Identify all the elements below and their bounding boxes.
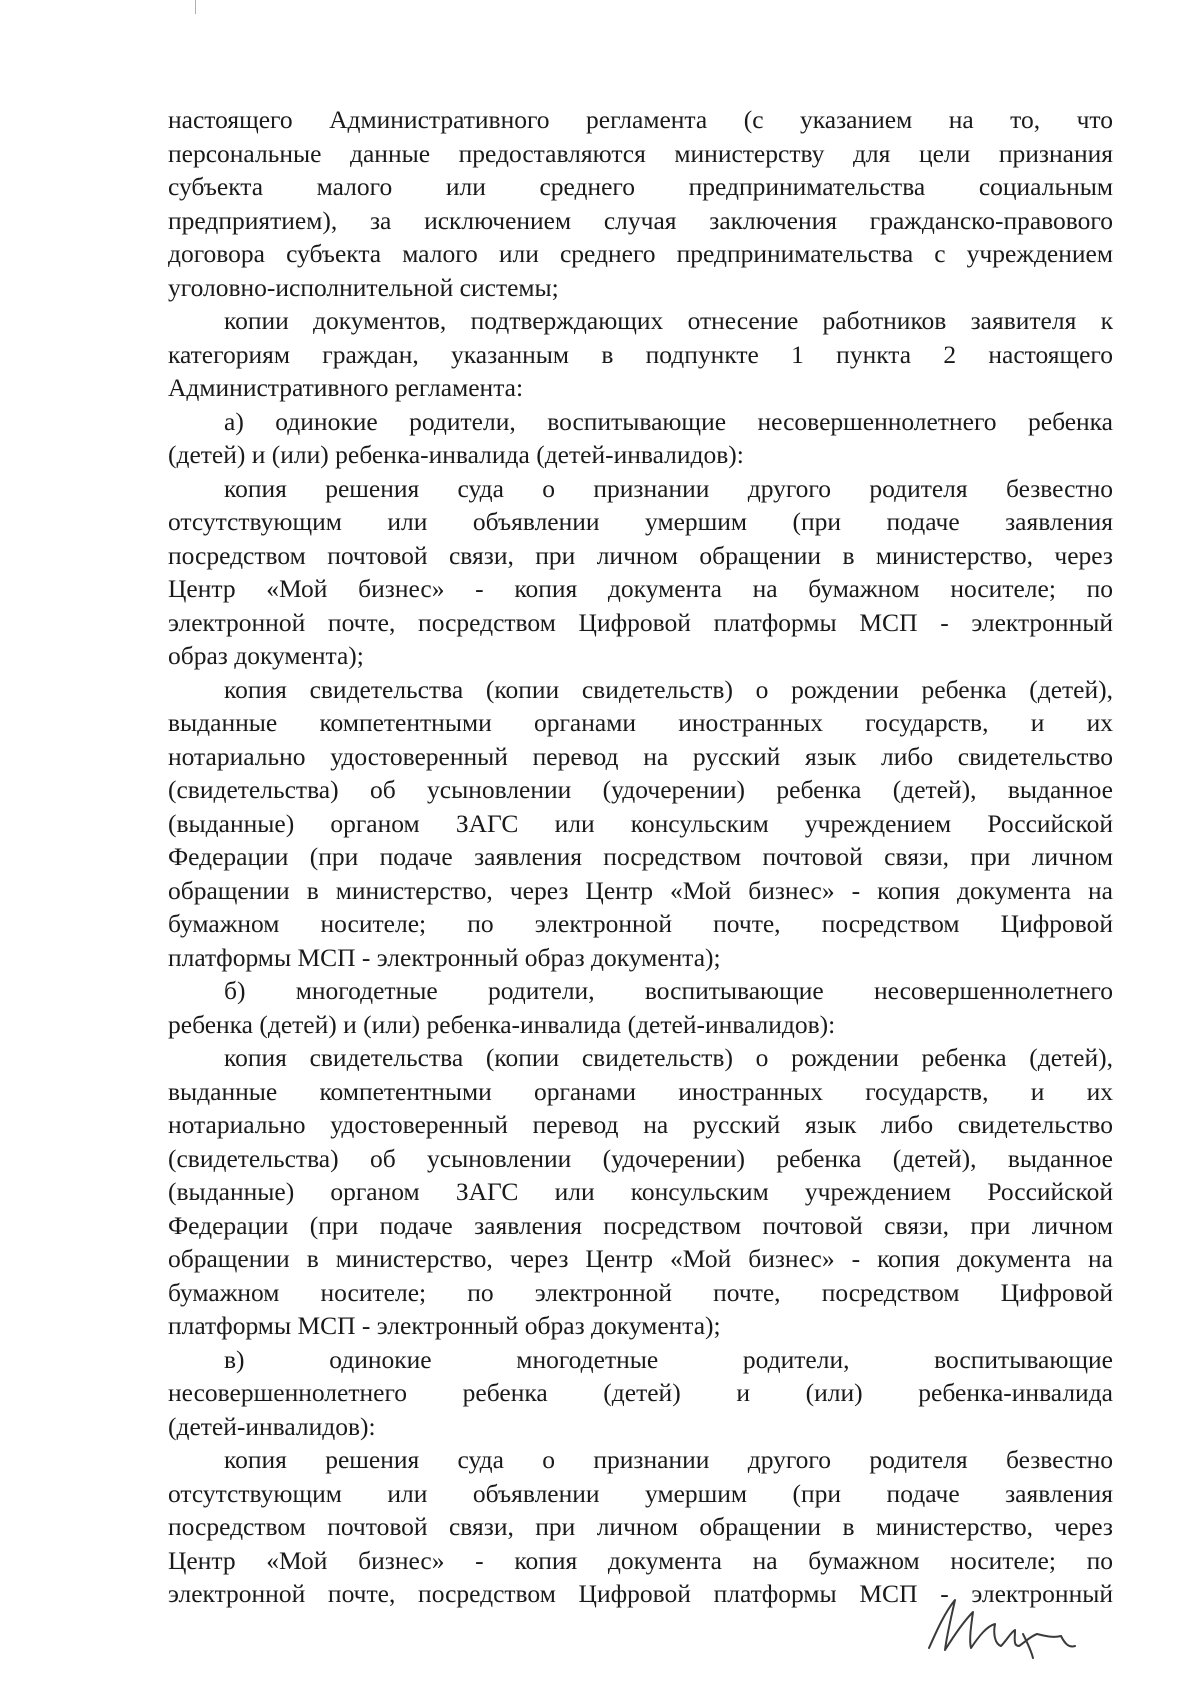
text-line: электронной почте, посредством Цифровой платформы МСП - электронный xyxy=(168,607,1113,637)
text-line: нотариально удостоверенный перевод на русский язык либо свидетельство xyxy=(168,1110,1113,1139)
text-line: посредством почтовой связи, при личном обращении в министерство, через xyxy=(168,540,1113,570)
document-body xyxy=(168,103,1113,1611)
text-line: посредством почтовой связи, при личном обращении в министерство, через xyxy=(168,1512,1113,1541)
text-line: обращении в министерство, через Центр «Мой бизнес» - копия документа на xyxy=(168,1244,1113,1273)
margin-mark xyxy=(195,0,196,14)
text-line: субъекта малого или среднего предпринимательства социальным xyxy=(168,172,1113,201)
text-line: копия решения суда о признании другого родителя безвестно xyxy=(224,473,1113,503)
text-line: отсутствующим или объявлении умершим (при подаче заявления xyxy=(168,507,1113,536)
text-line: в) одинокие многодетные родители, воспитывающие xyxy=(224,1344,1113,1374)
text-line: а) одинокие родители, воспитывающие несовершеннолетнего ребенка xyxy=(224,406,1113,436)
text-line: выданные компетентными органами иностранных государств, и их xyxy=(168,708,1113,737)
text-line: копии документов, подтверждающих отнесение работников заявителя к xyxy=(224,306,1113,335)
text-line: копия свидетельства (копии свидетельств) о рождении ребенка (детей), xyxy=(224,1043,1113,1072)
signature-image xyxy=(915,1590,1085,1670)
text-line: категориям граждан, указанным в подпункте 1 пункта 2 настоящего xyxy=(168,339,1113,369)
text-line: несовершеннолетнего ребенка (детей) и (или) ребенка-инвалида xyxy=(168,1378,1113,1407)
text-line: Федерации (при подаче заявления посредством почтовой связи, при личном xyxy=(168,1210,1113,1240)
text-line: договора субъекта малого или среднего предпринимательства с учреждением xyxy=(168,239,1113,268)
text-line: платформы МСП - электронный образ документа); xyxy=(168,1311,721,1340)
text-line: уголовно-исполнительной системы; xyxy=(168,272,559,302)
text-line: б) многодетные родители, воспитывающие несовершеннолетнего xyxy=(224,976,1113,1005)
text-line: Центр «Мой бизнес» - копия документа на бумажном носителе; по xyxy=(168,1545,1113,1575)
text-line: (детей) и (или) ребенка-инвалида (детей-инвалидов): xyxy=(168,440,744,469)
text-line: настоящего Административного регламента (с указанием на то, что xyxy=(168,105,1113,134)
text-line: выданные компетентными органами иностранных государств, и их xyxy=(168,1076,1113,1106)
text-line: электронной почте, посредством Цифровой платформы МСП - электронный xyxy=(168,1579,1113,1608)
text-line: персональные данные предоставляются министерству для цели признания xyxy=(168,138,1113,168)
text-line: (выданные) органом ЗАГС или консульским учреждением Российской xyxy=(168,1177,1113,1206)
text-line: платформы МСП - электронный образ документа); xyxy=(168,942,721,972)
text-line: Федерации (при подаче заявления посредством почтовой связи, при личном xyxy=(168,842,1113,871)
text-line: копия свидетельства (копии свидетельств) о рождении ребенка (детей), xyxy=(224,674,1113,704)
text-line: Административного регламента: xyxy=(168,373,524,402)
signature-stroke xyxy=(929,1600,1037,1650)
text-line: обращении в министерство, через Центр «Мой бизнес» - копия документа на xyxy=(168,875,1113,905)
text-line: (выданные) органом ЗАГС или консульским учреждением Российской xyxy=(168,808,1113,838)
text-line: Центр «Мой бизнес» - копия документа на бумажном носителе; по xyxy=(168,574,1113,603)
text-line: бумажном носителе; по электронной почте, посредством Цифровой xyxy=(168,1277,1113,1307)
text-line: предприятием), за исключением случая заключения гражданско-правового xyxy=(168,205,1113,235)
text-line: отсутствующим или объявлении умершим (при подаче заявления xyxy=(168,1478,1113,1508)
text-line: (детей-инвалидов): xyxy=(168,1411,376,1441)
text-line: (свидетельства) об усыновлении (удочерении) ребенка (детей), выданное xyxy=(168,775,1113,804)
text-line: копия решения суда о признании другого родителя безвестно xyxy=(224,1445,1113,1474)
text-line: нотариально удостоверенный перевод на русский язык либо свидетельство xyxy=(168,741,1113,771)
text-line: образ документа); xyxy=(168,641,364,670)
text-line: (свидетельства) об усыновлении (удочерении) ребенка (детей), выданное xyxy=(168,1143,1113,1173)
text-line: ребенка (детей) и (или) ребенка-инвалида (детей-инвалидов): xyxy=(168,1009,836,1039)
text-line: бумажном носителе; по электронной почте, посредством Цифровой xyxy=(168,909,1113,938)
